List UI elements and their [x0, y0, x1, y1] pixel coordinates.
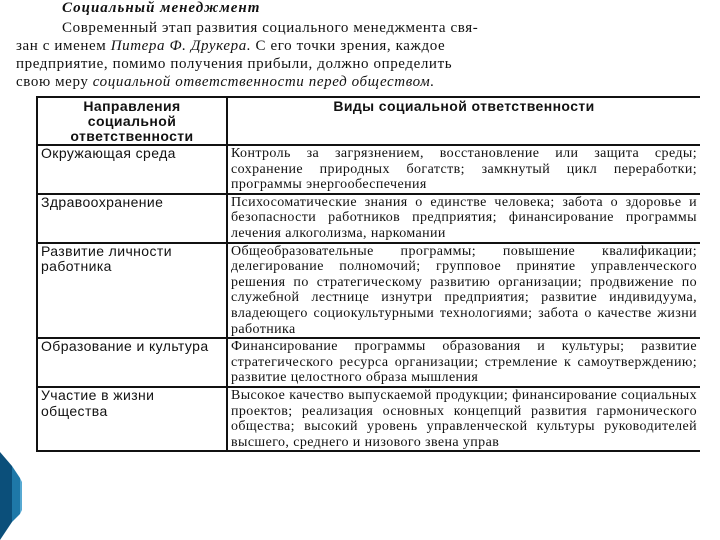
intro-text: С его точки зрения, каждое [251, 38, 446, 54]
decor-shape-light [20, 478, 22, 514]
intro-line-1: Современный этап развития социального менеджмента свя- [62, 20, 479, 36]
decor-shape-mid [12, 466, 20, 522]
intro-text: свою меру [16, 74, 93, 90]
table-header-row [37, 97, 700, 145]
row-kinds: Психосоматические знания о единстве человека; забота о здоровье и безопасности работников предприятия; финансирование программы лечения алкоголизма, наркомании [227, 194, 700, 243]
slide-corner-decoration [0, 452, 22, 540]
row-direction: Окружающая среда [37, 145, 227, 194]
row-kinds: Общеобразовательные программы; повышение квалификации; делегирование полномочий; групповое принятие управленческого решения по стратегическому развитию организации; продвижение по служебной лестнице изнутри предприятия; развитие индивидуума, владеющего социокультурными технологиями; забота о качестве жизни работника [227, 243, 700, 339]
row-direction: Здравоохранение [37, 194, 227, 243]
intro-line-4 [16, 74, 696, 91]
row-kinds: Финансирование программы образования и культуры; развитие стратегического ресурса организации; стремление к самоутверждению; развитие целостного образа мышления [227, 338, 700, 387]
table-row [37, 243, 700, 339]
responsibility-table [36, 96, 700, 452]
header-kinds: Виды социальной ответственности [227, 97, 700, 145]
author-name: Питера Ф. Друкера. [110, 38, 252, 54]
row-direction: Развитие личности работника [37, 243, 227, 339]
row-direction: Образование и культура [37, 338, 227, 387]
table-row [37, 194, 700, 243]
intro-line-3: предприятие, помимо получения прибыли, должно определить [16, 56, 453, 72]
row-kinds: Высокое качество выпускаемой продукции; финансирование социальных проектов; реализация основных концепций развития гармонического общества; высокий уровень управленческой культуры руководителей высшего, среднего и низового звена управ [227, 387, 700, 451]
row-direction: Участие в жизни общества [37, 387, 227, 451]
row-kinds: Контроль за загрязнением, восстановление или защита среды; сохранение природных богатств; замкнутый цикл переработки; программы энергообеспечения [227, 145, 700, 194]
responsibility-table-wrapper [36, 96, 700, 536]
emphasis-text: социальной ответственности перед обществом. [92, 74, 435, 90]
table-row [37, 338, 700, 387]
table-row [37, 145, 700, 194]
page-heading: Социальный менеджмент [62, 0, 261, 16]
intro-line-2 [16, 38, 696, 55]
table-row [37, 387, 700, 451]
intro-text: зан с именем [16, 38, 111, 54]
header-directions: Направления социальной ответственности [37, 97, 227, 145]
decor-shape-dark [0, 452, 12, 540]
